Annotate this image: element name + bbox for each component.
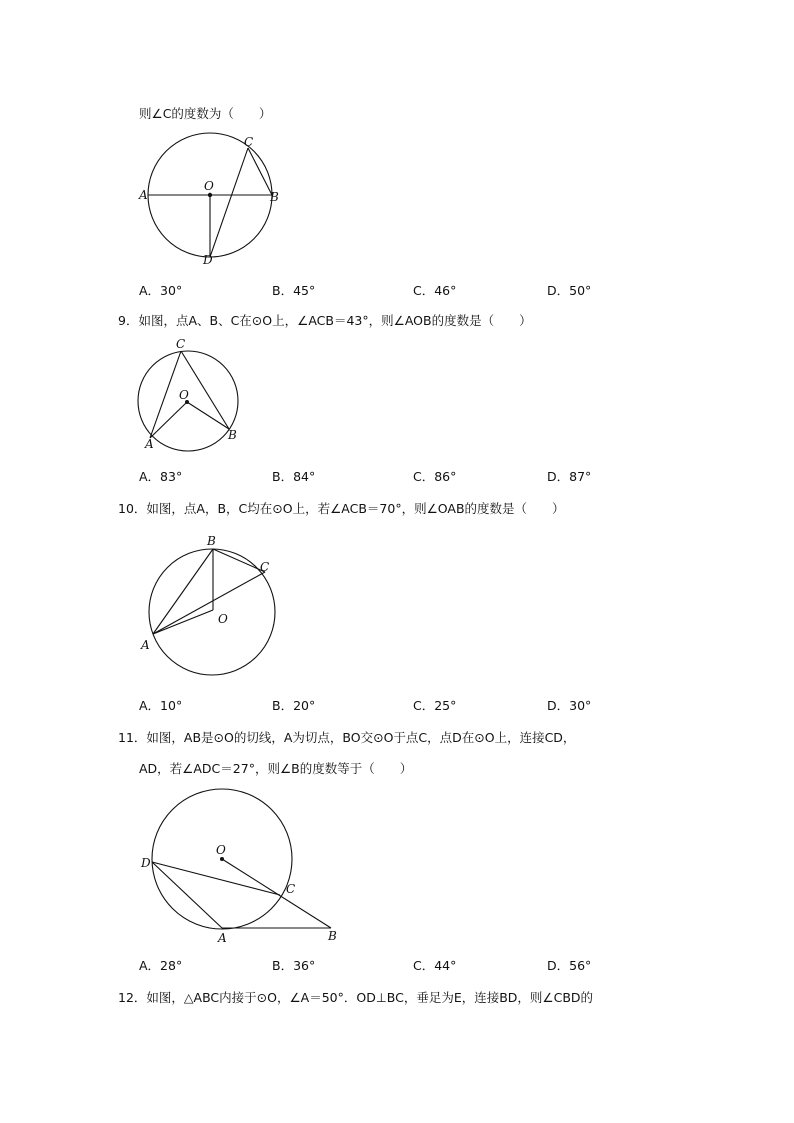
q9-label-o: O bbox=[179, 388, 189, 402]
q8-option-c[interactable]: C．46° bbox=[413, 283, 457, 298]
q11-label-d: D bbox=[141, 856, 151, 870]
q11-label-a: A bbox=[218, 931, 227, 945]
q9-label-a: A bbox=[145, 437, 154, 451]
q11-chord-dc bbox=[152, 862, 280, 895]
q11-option-b[interactable]: B．36° bbox=[272, 958, 316, 973]
q10-figure bbox=[135, 530, 285, 680]
q10-option-b[interactable]: B．20° bbox=[272, 698, 316, 713]
q9-option-b[interactable]: B．84° bbox=[272, 469, 316, 484]
q8-label-o: O bbox=[204, 179, 214, 193]
q10-option-c[interactable]: C．25° bbox=[413, 698, 457, 713]
q9-option-d[interactable]: D．87° bbox=[547, 469, 592, 484]
q8-chord-cb bbox=[248, 148, 272, 195]
q11-stem-line1: 11．如图，AB是⊙O的切线，A为切点，BO交⊙O于点C，点D在⊙O上，连接CD， bbox=[118, 730, 576, 745]
q8-label-d: D bbox=[203, 253, 213, 267]
q10-chord-ac bbox=[153, 572, 265, 634]
q10-label-c: C bbox=[260, 560, 270, 574]
q11-option-c[interactable]: C．44° bbox=[413, 958, 457, 973]
q9-radius-ob bbox=[187, 402, 229, 429]
q8-option-d[interactable]: D．50° bbox=[547, 283, 592, 298]
q11-figure bbox=[135, 785, 350, 950]
q11-segment-ob bbox=[222, 859, 331, 928]
q11-center-dot bbox=[220, 857, 224, 861]
q9-figure bbox=[135, 335, 250, 451]
q8-stem-tail: 则∠C的度数为（ ） bbox=[139, 106, 272, 121]
q10-label-a: A bbox=[141, 638, 150, 652]
q9-label-b: B bbox=[228, 428, 237, 442]
q8-label-b: B bbox=[270, 190, 279, 204]
q12-stem: 12．如图，△ABC内接于⊙O，∠A＝50°．OD⊥BC，垂足为E，连接BD，则∠CBD的 bbox=[118, 990, 594, 1005]
q10-label-b: B bbox=[207, 534, 216, 548]
q10-option-d[interactable]: D．30° bbox=[547, 698, 592, 713]
q10-stem: 10．如图，点A，B，C均在⊙O上，若∠ACB＝70°，则∠OAB的度数是（ ） bbox=[118, 501, 565, 516]
q10-label-o: O bbox=[218, 612, 228, 626]
q11-label-b: B bbox=[328, 929, 337, 943]
q9-stem: 9．如图，点A、B、C在⊙O上，∠ACB＝43°，则∠AOB的度数是（ ） bbox=[118, 313, 532, 328]
q11-option-d[interactable]: D．56° bbox=[547, 958, 592, 973]
q10-chord-bc bbox=[213, 549, 265, 572]
q8-center-dot bbox=[208, 193, 212, 197]
q11-label-c: C bbox=[286, 882, 296, 896]
q10-option-a[interactable]: A．10° bbox=[139, 698, 183, 713]
q8-label-c: C bbox=[244, 135, 254, 149]
q8-label-a: A bbox=[139, 188, 148, 202]
q8-option-b[interactable]: B．45° bbox=[272, 283, 316, 298]
q8-figure bbox=[135, 130, 295, 270]
q9-radius-oa bbox=[150, 402, 187, 438]
q10-chord-ab bbox=[153, 549, 213, 634]
q9-option-c[interactable]: C．86° bbox=[413, 469, 457, 484]
q8-chord-dc bbox=[210, 148, 248, 257]
q8-option-a[interactable]: A．30° bbox=[139, 283, 183, 298]
q9-option-a[interactable]: A．83° bbox=[139, 469, 183, 484]
q9-label-c: C bbox=[176, 337, 186, 351]
q11-stem-line2: AD，若∠ADC＝27°，则∠B的度数等于（ ） bbox=[139, 761, 413, 776]
q11-option-a[interactable]: A．28° bbox=[139, 958, 183, 973]
q11-label-o: O bbox=[216, 843, 226, 857]
